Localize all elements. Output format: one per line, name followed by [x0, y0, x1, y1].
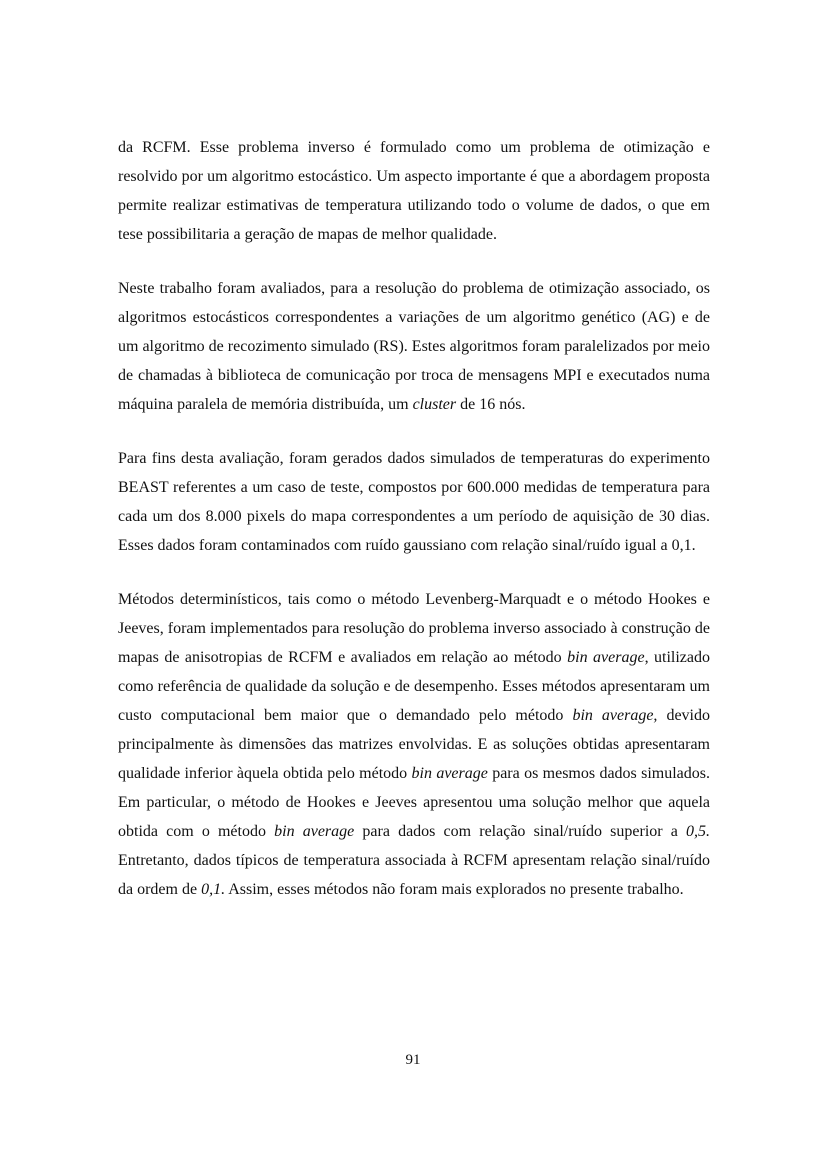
page-number: 91: [405, 1052, 421, 1068]
paragraph-4-italic-1: bin average: [567, 649, 645, 666]
paragraph-4-italic-3: bin average: [411, 765, 488, 782]
paragraph-2-italic-term: cluster: [412, 396, 457, 413]
paragraph-1: [118, 133, 710, 249]
paragraph-4-text-4: para os mesmos dados simulados. Em particular, o método de Hookes e Jeeves apresentou uma solução melhor que aquela obtida com o método: [118, 765, 711, 840]
paragraph-3: [118, 444, 710, 560]
paragraph-4-text-1: Métodos determinísticos, tais como o método Levenberg-Marquadt e o método Hookes e Jeeves, foram implementados para resolução do problema inverso associado à construção de mapas de anisotropias de RCFM e avaliados em relação ao método: [118, 591, 710, 666]
paragraph-4: [118, 585, 710, 904]
paragraph-3-text: Para fins desta avaliação, foram gerados dados simulados de temperaturas do experimento BEAST referentes a um caso de teste, compostos por 600.000 medidas de temperatura para cada um dos 8.000 pixels do mapa correspondentes a um período de aquisição de 30 dias. Esses dados foram contaminados com ruído gaussiano com relação sinal/ruído igual a 0,1.: [118, 450, 710, 554]
paragraph-4-italic-4: bin average: [274, 823, 355, 840]
paragraph-4-italic-5: 0,5.: [686, 823, 710, 840]
paragraph-4-italic-2: bin average,: [572, 707, 658, 724]
document-body: [118, 133, 710, 904]
paragraph-4-text-5: para dados com relação sinal/ruído superior a: [354, 823, 686, 840]
paragraph-2-text-end: de 16 nós.: [456, 396, 526, 413]
paragraph-4-italic-6: 0,1.: [201, 881, 226, 898]
paragraph-1-text: da RCFM. Esse problema inverso é formulado como um problema de otimização e resolvido por um algoritmo estocástico. Um aspecto importante é que a abordagem proposta permite realizar estimativas de temperatura utilizando todo o volume de dados, o que em tese possibilitaria a geração de mapas de melhor qualidade.: [118, 139, 710, 243]
paragraph-4-text-7: Assim, esses métodos não foram mais explorados no presente trabalho.: [225, 881, 684, 898]
paragraph-2-text: Neste trabalho foram avaliados, para a resolução do problema de otimização associado, os algoritmos estocásticos correspondentes a variações de um algoritmo genético (AG) e de um algoritmo de recozimento simulado (RS). Estes algoritmos foram paralelizados por meio de chamadas à biblioteca de comunicação por troca de mensagens MPI e executados numa máquina paralela de memória distribuída, um: [118, 280, 710, 413]
paragraph-4-text-3: devido principalmente às dimensões das matrizes envolvidas. E as soluções obtidas apresentaram qualidade inferior àquela obtida pelo método: [118, 707, 711, 782]
paragraph-4-text-6: Entretanto, dados típicos de temperatura associada à RCFM apresentam relação sinal/ruído da ordem de: [118, 852, 710, 898]
paragraph-2: [118, 274, 710, 419]
paragraph-4-text-2: , utilizado como referência de qualidade da solução e de desempenho. Esses métodos apresentaram um custo computacional bem maior que o demandado pelo método: [118, 649, 711, 724]
